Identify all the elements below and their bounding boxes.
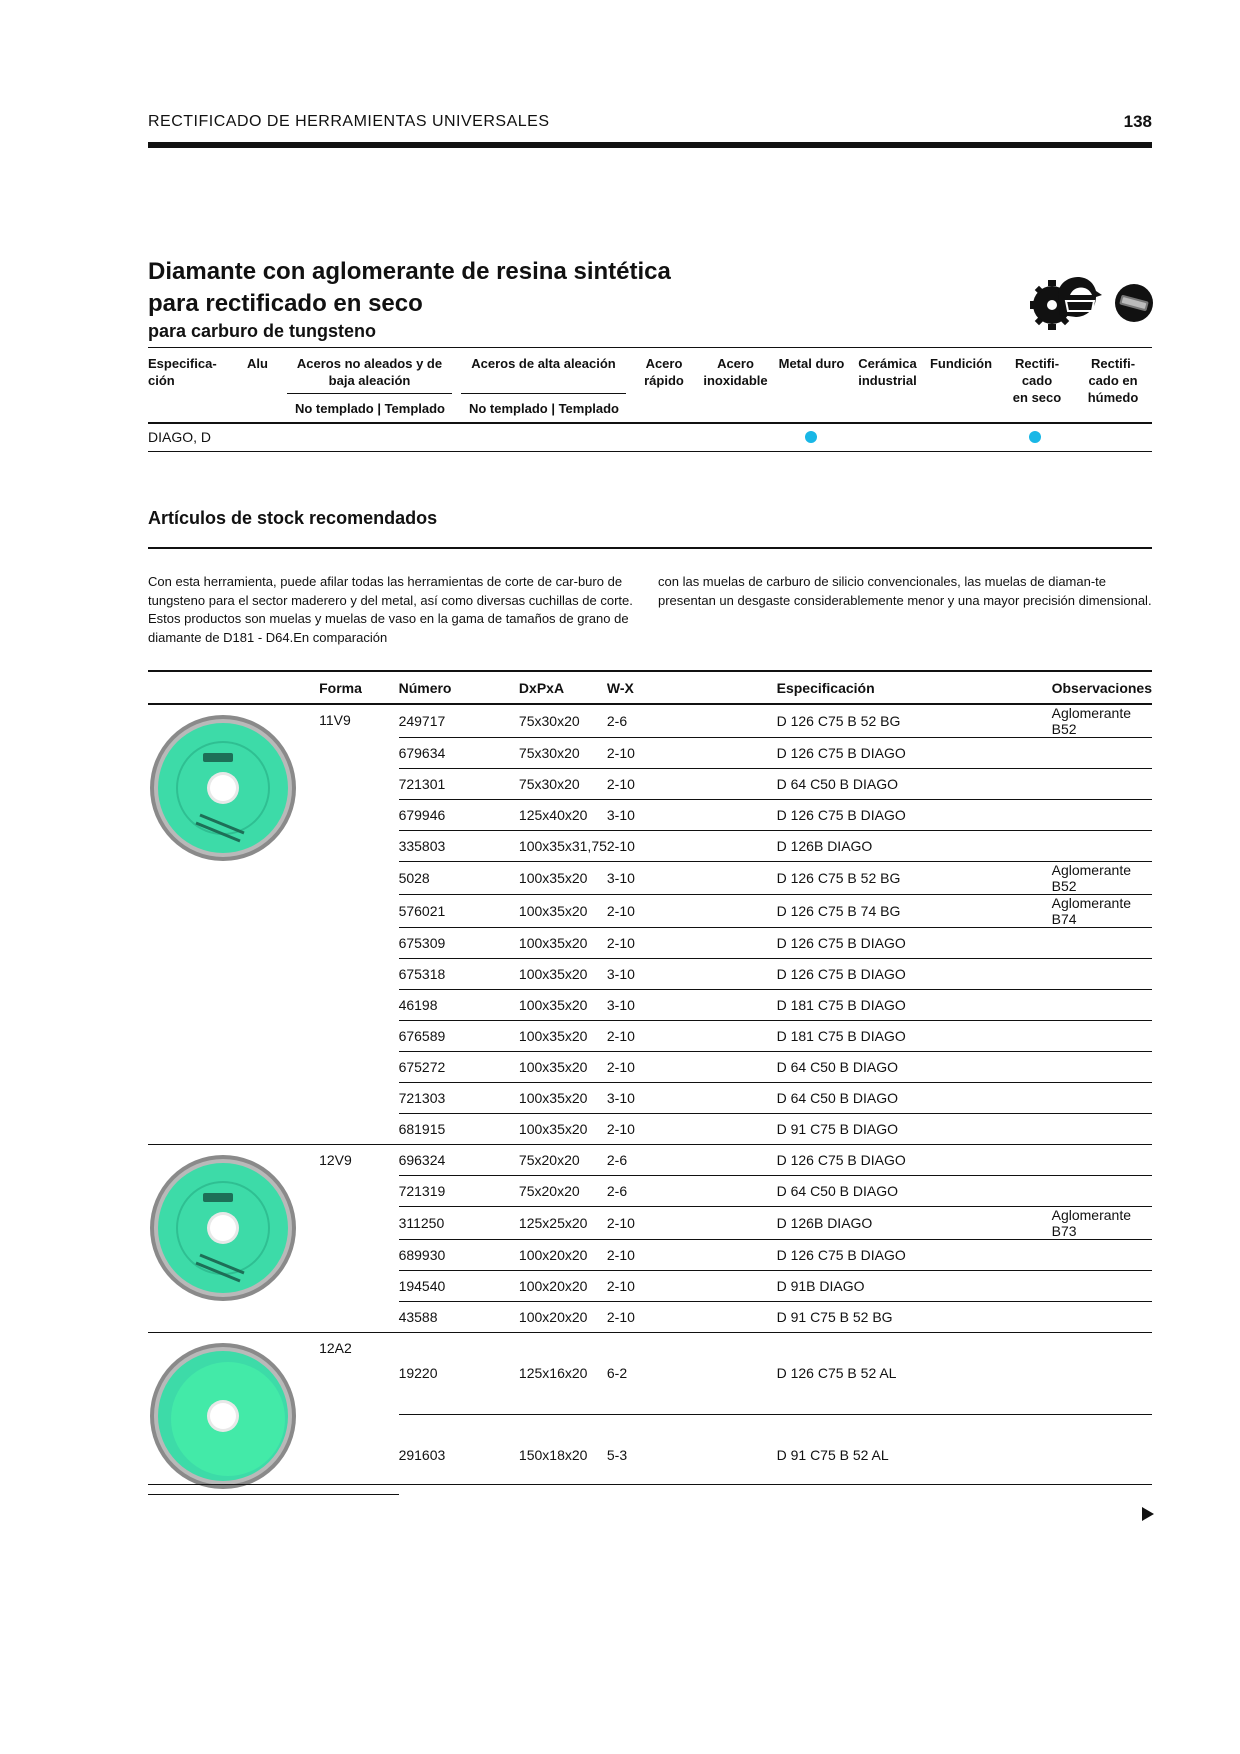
- dxpxa-cell: 100x35x20: [519, 862, 607, 895]
- observaciones-cell: [1052, 928, 1152, 959]
- wheel-image-cell: [148, 1333, 319, 1495]
- grinding-wheel-icon: [148, 1341, 298, 1491]
- matrix-col-spec: Especifica- ción: [148, 356, 217, 388]
- stock-col-dxpxa: DxPxA: [519, 671, 607, 704]
- product-title: [148, 256, 788, 320]
- observaciones-cell: [1052, 1333, 1152, 1415]
- numero-cell: 576021: [399, 895, 519, 928]
- especificacion-cell: D 64 C50 B DIAGO: [777, 769, 1052, 800]
- dxpxa-cell: 75x30x20: [519, 769, 607, 800]
- table-row: [148, 1145, 1152, 1176]
- observaciones-cell: [1052, 1052, 1152, 1083]
- especificacion-cell: D 126 C75 B DIAGO: [777, 959, 1052, 990]
- numero-cell: 679946: [399, 800, 519, 831]
- especificacion-cell: D 126 C75 B 74 BG: [777, 895, 1052, 928]
- matrix-mark-dry-grinding: [1029, 431, 1041, 443]
- wx-cell: 2-10: [607, 769, 777, 800]
- especificacion-cell: D 91 C75 B 52 AL: [776, 1446, 889, 1463]
- matrix-top-rule: [148, 347, 1152, 348]
- matrix-header-rule: [148, 422, 1152, 424]
- matrix-col-wet-grinding: Rectifi- cado en húmedo: [1087, 356, 1139, 405]
- matrix-bottom-rule: [148, 451, 1152, 452]
- observaciones-cell: [1052, 831, 1152, 862]
- observaciones-cell: [1052, 990, 1152, 1021]
- dxpxa-cell: 100x35x20: [519, 1052, 607, 1083]
- especificacion-cell: D 126 C75 B DIAGO: [777, 738, 1052, 769]
- stock-col-image: [148, 671, 319, 704]
- numero-cell: 681915: [399, 1114, 519, 1145]
- wx-cell: 3-10: [607, 800, 777, 831]
- especificacion-cell: D 181 C75 B DIAGO: [777, 990, 1052, 1021]
- matrix-col-carbide: Metal duro: [778, 356, 845, 371]
- numero-cell: 721303: [399, 1083, 519, 1114]
- wx-cell: 2-10: [607, 928, 777, 959]
- especificacion-cell: D 64 C50 B DIAGO: [777, 1052, 1052, 1083]
- wx-cell: 2-10: [607, 831, 777, 862]
- numero-cell: 194540: [399, 1271, 519, 1302]
- numero-cell: 675309: [399, 928, 519, 959]
- matrix-col-cast-iron: Fundición: [929, 356, 993, 371]
- table-bottom-rule: [148, 1484, 1152, 1485]
- numero-cell: 19220: [399, 1333, 519, 1415]
- especificacion-cell: D 126B DIAGO: [777, 831, 1052, 862]
- dry-grinding-icon: [1115, 284, 1153, 322]
- stock-col-especificacion: Especificación: [777, 671, 1052, 704]
- matrix-sub-high-alloy: No templado | Templado: [468, 401, 619, 416]
- numero-cell: 43588: [399, 1302, 519, 1333]
- stock-col-observaciones: Observaciones: [1052, 671, 1152, 704]
- observaciones-cell: [1052, 1240, 1152, 1271]
- especificacion-cell: D 126 C75 B 52 AL: [777, 1333, 1052, 1415]
- observaciones-cell: [1052, 769, 1152, 800]
- numero-cell: 249717: [399, 704, 519, 738]
- numero-cell: 675318: [399, 959, 519, 990]
- observaciones-cell: [1052, 1021, 1152, 1052]
- matrix-sub-unalloyed: No templado | Templado: [294, 401, 445, 416]
- forma-cell: 12A2: [319, 1333, 398, 1495]
- especificacion-cell: D 126B DIAGO: [777, 1207, 1052, 1240]
- observaciones-cell: Aglomerante B52: [1052, 704, 1152, 738]
- numero-cell: 311250: [399, 1207, 519, 1240]
- wx-cell: 2-6: [607, 704, 777, 738]
- stock-section-title: Artículos de stock recomendados: [148, 508, 438, 528]
- wx-cell: 2-10: [607, 1240, 777, 1271]
- especificacion-cell: D 91 C75 B 52 BG: [777, 1302, 1052, 1333]
- matrix-col-hss: Acero rápido: [644, 356, 684, 388]
- observaciones-cell: [1052, 800, 1152, 831]
- matrix-col-dry-grinding: Rectifi- cado en seco: [1012, 356, 1062, 405]
- especificacion-cell: D 64 C50 B DIAGO: [777, 1083, 1052, 1114]
- especificacion-cell: D 126 C75 B DIAGO: [777, 928, 1052, 959]
- observaciones-cell: [1052, 1302, 1152, 1333]
- stock-col-forma: Forma: [319, 671, 398, 704]
- dxpxa-cell: 75x30x20: [519, 704, 607, 738]
- dxpxa-cell: 100x20x20: [519, 1302, 607, 1333]
- stock-table: [148, 670, 1152, 1495]
- observaciones-cell: [1052, 1114, 1152, 1145]
- dxpxa-cell: 100x35x20: [519, 990, 607, 1021]
- especificacion-cell: D 126 C75 B 52 BG: [777, 704, 1052, 738]
- wx-cell: 2-10: [607, 1271, 777, 1302]
- table-row: [148, 1333, 1152, 1415]
- header-rule: [148, 142, 1152, 148]
- observaciones-cell: [1052, 1145, 1152, 1176]
- especificacion-cell: D 126 C75 B DIAGO: [777, 800, 1052, 831]
- dxpxa-cell: 100x35x20: [519, 895, 607, 928]
- matrix-subrule-2: [461, 393, 626, 394]
- dxpxa-cell: 100x35x20: [519, 959, 607, 990]
- dxpxa-cell: 100x35x20: [519, 928, 607, 959]
- numero-cell: 696324: [399, 1145, 519, 1176]
- stock-col-numero: Número: [399, 671, 519, 704]
- usage-icons: [1030, 265, 1155, 340]
- dxpxa-cell: 150x18x20: [518, 1446, 588, 1463]
- observaciones-cell: [1052, 738, 1152, 769]
- wx-cell: 2-10: [607, 1052, 777, 1083]
- matrix-subrule-1: [287, 393, 452, 394]
- page-number: 138: [1123, 112, 1152, 131]
- wheel-image-cell: [148, 704, 319, 1145]
- dxpxa-cell: 75x30x20: [519, 738, 607, 769]
- observaciones-cell: Aglomerante B73: [1052, 1207, 1152, 1240]
- numero-cell: 46198: [399, 990, 519, 1021]
- intro-right: con las muelas de carburo de silicio convencionales, las muelas de diaman-te presentan un desgaste considerablemente menor y una mayor precisión dimensional.: [658, 574, 1152, 608]
- wx-cell: 2-10: [607, 1021, 777, 1052]
- dxpxa-cell: 100x35x20: [519, 1083, 607, 1114]
- wx-cell: 2-10: [607, 1207, 777, 1240]
- wx-cell: 5-3: [606, 1446, 628, 1463]
- dxpxa-cell: 125x25x20: [519, 1207, 607, 1240]
- numero-cell: 721301: [399, 769, 519, 800]
- especificacion-cell: D 91 C75 B DIAGO: [777, 1114, 1052, 1145]
- forma-cell: 11V9: [319, 704, 398, 1145]
- stock-table-header: [148, 671, 1152, 704]
- numero-cell: 335803: [399, 831, 519, 862]
- dxpxa-cell: 125x40x20: [519, 800, 607, 831]
- wx-cell: 2-10: [607, 895, 777, 928]
- wheel-image-cell: [148, 1145, 319, 1333]
- dxpxa-cell: 75x20x20: [519, 1145, 607, 1176]
- numero-cell: 291603: [398, 1446, 446, 1463]
- observaciones-cell: Aglomerante B52: [1052, 862, 1152, 895]
- numero-cell: 721319: [399, 1176, 519, 1207]
- matrix-mark-carbide: [805, 431, 817, 443]
- wx-cell: 3-10: [607, 1083, 777, 1114]
- dxpxa-cell: 100x20x20: [519, 1240, 607, 1271]
- numero-cell: 5028: [399, 862, 519, 895]
- stock-col-wx: W-X: [607, 671, 777, 704]
- observaciones-cell: [1052, 959, 1152, 990]
- wx-cell: 6-2: [607, 1333, 777, 1415]
- observaciones-cell: [1052, 1271, 1152, 1302]
- wx-cell: 2-10: [607, 1302, 777, 1333]
- intro-left: Con esta herramienta, puede afilar todas las herramientas de corte de car-buro de tungsteno para el sector maderero y del metal, así como diversas cuchillas de corte. Estos productos son muelas y muelas de vaso en la gama de tamaños de grano de diamante de D181 - D64.En comparación: [148, 574, 633, 645]
- numero-cell: 675272: [399, 1052, 519, 1083]
- table-row: [148, 704, 1152, 738]
- wx-cell: 2-6: [607, 1145, 777, 1176]
- matrix-col-high-alloy-steel: Aceros de alta aleación: [471, 356, 616, 371]
- safety-helmet-icon: [1030, 277, 1102, 330]
- grinding-wheel-icon: [148, 713, 298, 863]
- grinding-wheel-icon: [148, 1153, 298, 1303]
- dxpxa-cell: 100x35x20: [519, 1114, 607, 1145]
- observaciones-cell: [1052, 1176, 1152, 1207]
- stock-section-rule: [148, 547, 1152, 549]
- especificacion-cell: D 91B DIAGO: [777, 1271, 1052, 1302]
- matrix-row-spec: DIAGO, D: [148, 429, 212, 445]
- matrix-col-stainless: Acero inoxidable: [703, 356, 768, 388]
- wx-cell: 3-10: [607, 959, 777, 990]
- observaciones-cell: [1052, 1414, 1152, 1494]
- matrix-col-ceramic: Cerámica industrial: [858, 356, 917, 388]
- next-page-arrow-icon: [1142, 1507, 1154, 1521]
- numero-cell: 676589: [399, 1021, 519, 1052]
- dxpxa-cell: 125x16x20: [519, 1333, 607, 1415]
- product-subtitle: para carburo de tungsteno: [148, 321, 377, 341]
- especificacion-cell: D 126 C75 B DIAGO: [777, 1240, 1052, 1271]
- dxpxa-cell: 100x35x20: [519, 1021, 607, 1052]
- matrix-col-unalloyed-steel: Aceros no aleados y de baja aleación: [296, 356, 443, 388]
- observaciones-cell: [1052, 1083, 1152, 1114]
- wx-cell: 2-10: [607, 738, 777, 769]
- forma-cell: 12V9: [319, 1145, 398, 1333]
- observaciones-cell: Aglomerante B74: [1052, 895, 1152, 928]
- dxpxa-cell: 75x20x20: [519, 1176, 607, 1207]
- especificacion-cell: D 181 C75 B DIAGO: [777, 1021, 1052, 1052]
- running-header-title: RECTIFICADO DE HERRAMIENTAS UNIVERSALES: [148, 113, 550, 130]
- wx-cell: 2-10: [607, 1114, 777, 1145]
- matrix-col-alu: Alu: [247, 356, 268, 371]
- numero-cell: 689930: [399, 1240, 519, 1271]
- especificacion-cell: D 64 C50 B DIAGO: [777, 1176, 1052, 1207]
- especificacion-cell: D 126 C75 B DIAGO: [777, 1145, 1052, 1176]
- numero-cell: 679634: [399, 738, 519, 769]
- wx-cell: 2-6: [607, 1176, 777, 1207]
- product-title-line-2: para rectificado en seco: [148, 290, 423, 317]
- wx-cell: 3-10: [607, 990, 777, 1021]
- dxpxa-cell: 100x35x31,75: [519, 831, 607, 862]
- dxpxa-cell: 100x20x20: [519, 1271, 607, 1302]
- stock-table-body: [148, 704, 1152, 1495]
- especificacion-cell: D 126 C75 B 52 BG: [777, 862, 1052, 895]
- wx-cell: 3-10: [607, 862, 777, 895]
- product-title-line-1: Diamante con aglomerante de resina sintética: [148, 258, 671, 285]
